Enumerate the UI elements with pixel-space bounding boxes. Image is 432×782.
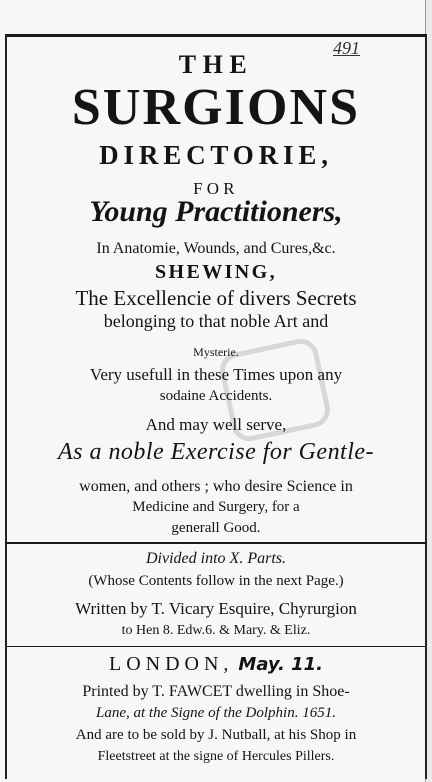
parts-written-by: Written by T. Vicary Esquire, Chyrurgion [75, 599, 357, 618]
title-surgions: SURGIONS [71, 79, 361, 136]
title-sodaine: sodaine Accidents. [159, 388, 273, 404]
title-shewing: SHEWING, [154, 261, 277, 283]
imprint-printed-by: Printed by T. FAWCET dwelling in Shoe- [82, 683, 350, 700]
title-anatomie: In Anatomie, Wounds, and Cures,&c. [96, 240, 336, 257]
title-mysterie: Mysterie. [193, 345, 239, 359]
parts-divided: Divided into X. Parts. [146, 550, 286, 567]
shelfmark: 491 [333, 38, 360, 58]
divider-rule [5, 646, 427, 647]
imprint-london-line [0, 654, 432, 674]
title-generall: generall Good. [171, 520, 261, 536]
imprint-sold: And are to be sold by J. Nutball, at his Shop in [75, 727, 357, 743]
title-noble-exercise: As a noble Exercise for Gentle- [58, 439, 374, 465]
imprint-fleetstreet: Fleetstreet at the signe of Hercules Pillers. [97, 749, 335, 764]
imprint-date-handwritten: May. 11. [238, 654, 323, 675]
title-excellencie: The Excellencie of divers Secrets [75, 286, 357, 310]
title-medicine: Medicine and Surgery, for a [132, 499, 300, 515]
title-women: women, and others ; who desire Science in [79, 478, 353, 495]
title-for: FOR [193, 179, 239, 198]
title-directorie: DIRECTORIE, [99, 140, 333, 170]
divider-rule [5, 542, 427, 544]
title-young-practitioners: Young Practitioners, [89, 195, 343, 228]
imprint-lane: Lane, at the Signe of the Dolphin. 1651. [96, 705, 336, 721]
title-belonging: belonging to that noble Art and [103, 311, 329, 331]
title-the: THE [178, 50, 254, 79]
parts-contents: (Whose Contents follow in the next Page.) [88, 573, 344, 589]
imprint-london: LONDON, [108, 653, 234, 675]
title-may-serve: And may well serve, [145, 415, 287, 434]
parts-to-hen: to Hen 8. Edw.6. & Mary. & Eliz. [121, 623, 311, 638]
title-usefull: Very usefull in these Times upon any [89, 365, 343, 384]
